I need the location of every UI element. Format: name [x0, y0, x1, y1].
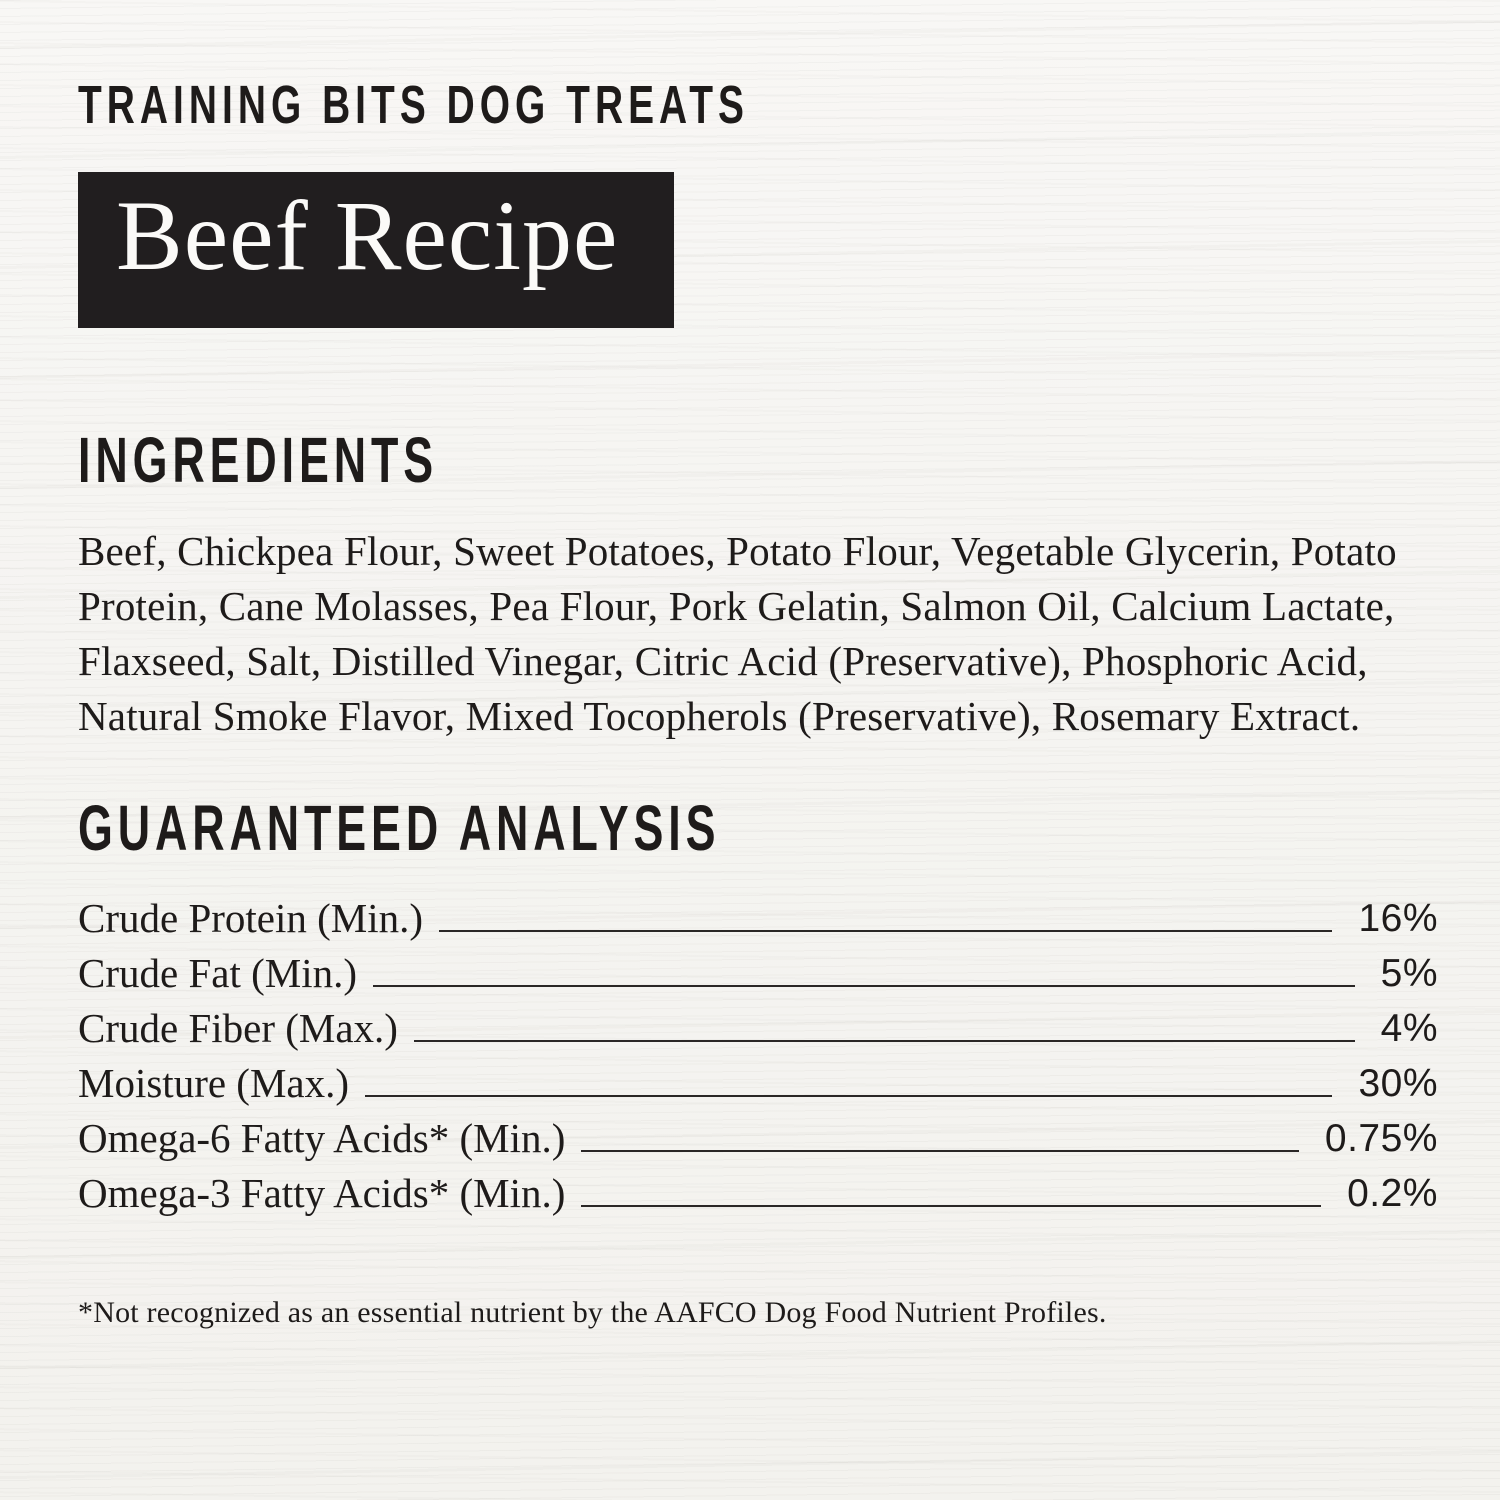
analysis-row-omega-6 — [78, 1106, 1438, 1161]
analysis-label: Crude Fat (Min.) — [78, 949, 357, 996]
ingredients-section — [78, 424, 1438, 496]
leader-line — [581, 1205, 1321, 1207]
analysis-row-crude-fiber — [78, 996, 1438, 1051]
analysis-table — [78, 886, 1438, 1216]
analysis-label: Omega-3 Fatty Acids* (Min.) — [78, 1169, 566, 1216]
analysis-label: Moisture (Max.) — [78, 1059, 350, 1106]
leader-line — [414, 1040, 1355, 1042]
analysis-row-moisture — [78, 1051, 1438, 1106]
analysis-row-crude-fat — [78, 941, 1438, 996]
analysis-row-crude-protein — [78, 886, 1438, 941]
analysis-section — [78, 792, 1438, 864]
ingredients-heading: INGREDIENTS — [78, 424, 439, 496]
brand-line-wrap — [78, 75, 1438, 135]
recipe-title-box-wrap — [78, 132, 1438, 328]
leader-line — [365, 1095, 1332, 1097]
leader-line — [439, 930, 1332, 932]
leader-line — [581, 1150, 1299, 1152]
analysis-value: 4% — [1380, 1007, 1438, 1051]
analysis-label: Omega-6 Fatty Acids* (Min.) — [78, 1114, 566, 1161]
analysis-label: Crude Fiber (Max.) — [78, 1004, 398, 1051]
recipe-title-box — [78, 172, 674, 328]
analysis-row-omega-3 — [78, 1161, 1438, 1216]
analysis-value: 16% — [1358, 897, 1438, 941]
analysis-value: 30% — [1358, 1062, 1438, 1106]
analysis-value: 0.75% — [1324, 1117, 1438, 1161]
aafco-footnote: *Not recognized as an essential nutrient by the AAFCO Dog Food Nutrient Profiles. — [78, 1296, 1107, 1329]
analysis-label: Crude Protein (Min.) — [78, 894, 424, 941]
brand-line: TRAINING BITS DOG TREATS — [78, 75, 750, 135]
leader-line — [373, 985, 1355, 987]
analysis-value: 0.2% — [1347, 1172, 1438, 1216]
ingredients-text: Beef, Chickpea Flour, Sweet Potatoes, Potato Flour, Vegetable Glycerin, Potato Protein, Cane Molasses, Pea Flour, Pork Gelatin, Salmon Oil, Calcium Lactate, Flaxseed, Salt, Distilled Vinegar, Citric Acid (Preservative), Phosphoric Acid, Natural Smoke Flavor, Mixed Tocopherols (Preservative), Rosemary Extract. — [78, 528, 1397, 739]
analysis-heading: GUARANTEED ANALYSIS — [78, 792, 721, 864]
recipe-title: Beef Recipe — [116, 180, 619, 291]
analysis-value: 5% — [1380, 952, 1438, 996]
